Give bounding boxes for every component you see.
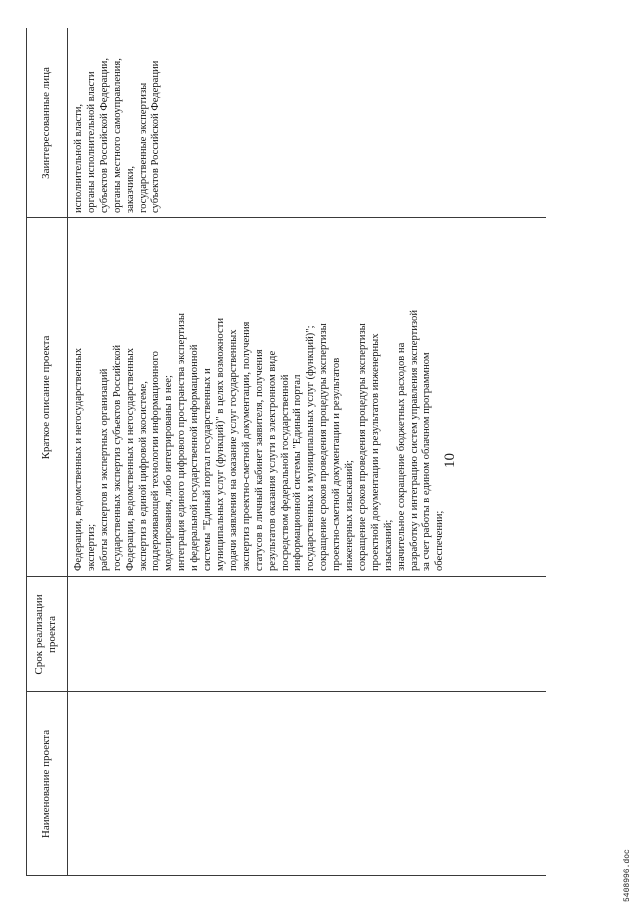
text-line: государственные экспертизы [137, 82, 149, 213]
text-line: органы исполнительной власти [85, 71, 97, 213]
text-line: субъектов Российской Федерации [150, 60, 162, 213]
project-table [26, 28, 546, 876]
table-border-line [67, 28, 68, 876]
table-border-line [26, 875, 546, 876]
text-line: экспертиз; [85, 523, 97, 571]
header-project-name: Наименование проекта [40, 729, 52, 839]
text-line: информационной системы "Единый портал [292, 374, 304, 571]
text-line: государственных и муниципальных услуг (функций)"; [305, 325, 317, 571]
text-line: интеграция единого цифрового пространства экспертизы [176, 313, 188, 571]
document-code: 5408996.doc [623, 849, 632, 902]
table-border-line [26, 576, 546, 577]
text-line: поддерживающей технологии информационного [150, 351, 162, 571]
text-line: разработку и интеграцию систем управления экспертизой [408, 309, 420, 571]
description-cell [73, 310, 447, 571]
text-line: заказчики, [124, 165, 136, 213]
text-line: муниципальных услуг (функций)" в целях возможности [214, 318, 226, 571]
table-border-line [26, 28, 27, 876]
header-term: Срок реализации проекта [33, 594, 58, 675]
text-line: проектной документации и результатов инженерных [369, 333, 381, 571]
text-line: системы "Единый портал государственных и [202, 368, 214, 571]
header-stakeholders: Заинтересованные лица [40, 67, 52, 179]
text-line: за счет работы в едином облачном программном [421, 352, 433, 571]
text-line: органы местного самоуправления, [111, 58, 123, 213]
text-line: сокращение сроков проведения процедуры экспертизы [318, 323, 330, 571]
text-line: результатов оказания услуги в электронном виде [266, 350, 278, 571]
text-line: моделирования, либо интегрированы в нее; [163, 375, 175, 571]
text-line: исполнительной власти, [73, 103, 84, 213]
text-line: работы экспертов и экспертных организаций [98, 368, 110, 571]
text-line: инженерных изысканий; [344, 460, 356, 571]
header-description: Краткое описание проекта [40, 335, 52, 460]
text-line: экспертиз проектно-сметной документации, получения [240, 321, 252, 571]
page-number: 10 [442, 453, 458, 468]
text-line: проектно-сметной документации и результатов [331, 357, 343, 571]
text-line: статусов в личный кабинет заявителя, получения [253, 349, 265, 571]
text-line: Федерации, ведомственных и негосударственных [73, 347, 84, 571]
table-border-line [26, 691, 546, 692]
text-line: субъектов Российской Федерации, [98, 57, 110, 213]
text-line: государственных экспертиз субъектов Российской [111, 344, 123, 571]
text-line: Федерации, ведомственных и негосударственных [124, 347, 136, 571]
text-line: посредством федеральной государственной [279, 374, 291, 571]
text-line: сокращение сроков проведения процедуры экспертизы [356, 323, 368, 571]
text-line: и федеральной государственной информационной [189, 344, 201, 571]
text-line: значительное сокращение бюджетных расходов на [395, 342, 407, 571]
text-line: изысканий; [382, 519, 394, 571]
text-line: экспертиз в единой цифровой экосистеме, [137, 381, 149, 571]
text-line: обеспечении; [434, 510, 446, 571]
stakeholders-cell [73, 58, 163, 213]
text-line: подачи заявления на оказание услуг государственных [227, 329, 239, 571]
table-border-line [26, 217, 546, 218]
rotated-page-content [26, 28, 632, 902]
